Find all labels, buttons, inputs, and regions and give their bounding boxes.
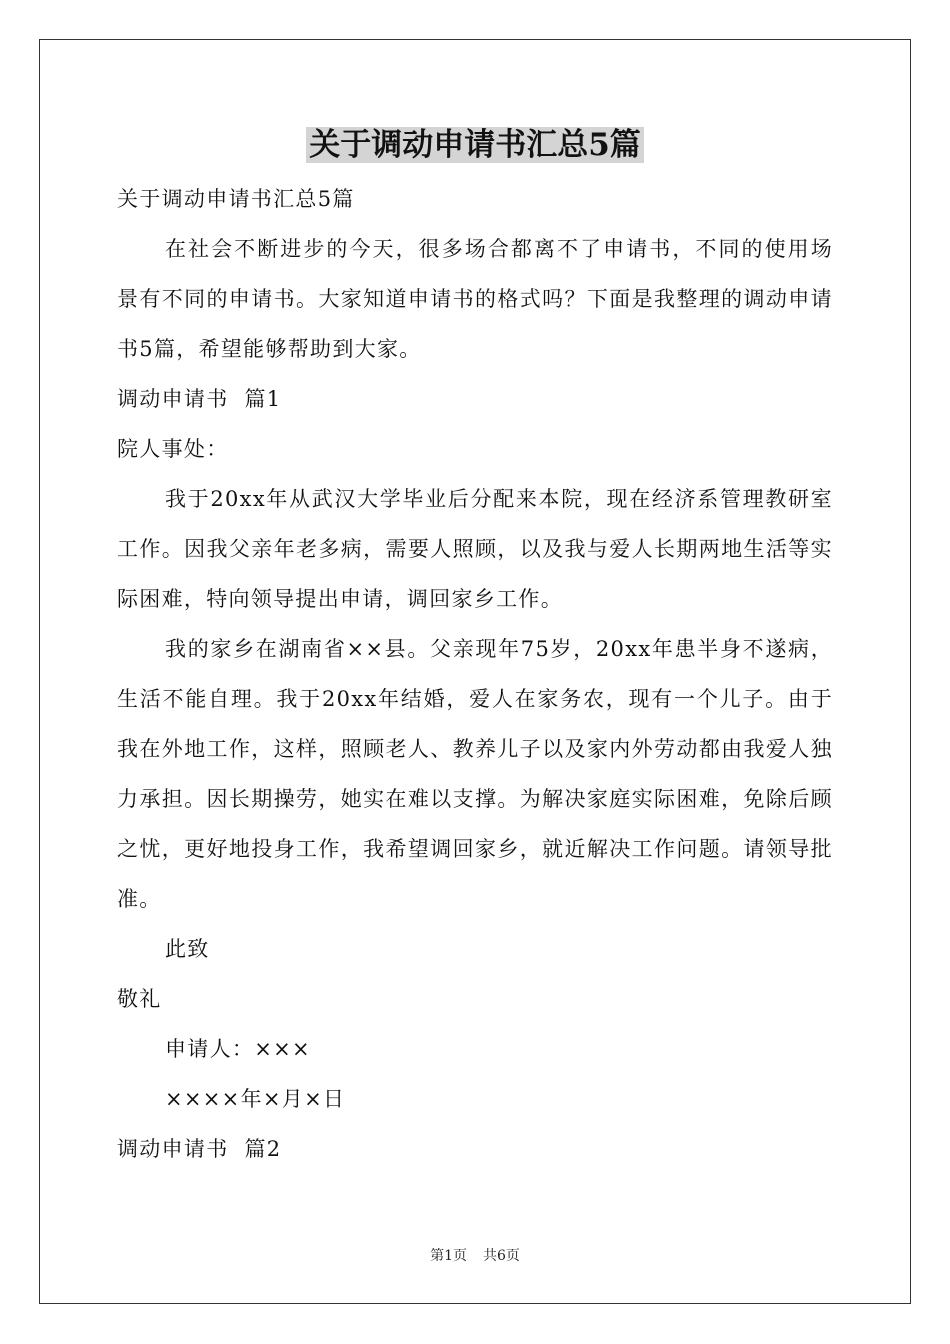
- closing-line-1: 此致: [165, 937, 210, 961]
- document-title-text: 关于调动申请书汇总5篇: [306, 127, 644, 163]
- intro-paragraph: 在社会不断进步的今天，很多场合都离不了申请书，不同的使用场景有不同的申请书。大家知道申请书的格式吗？下面是我整理的调动申请书5篇，希望能够帮助到大家。: [117, 237, 833, 361]
- body-paragraph-2: 我的家乡在湖南省××县。父亲现年75岁，20xx年患半身不遂病，生活不能自理。我于20xx年结婚，爱人在家务农，现有一个儿子。由于我在外地工作，这样，照顾老人、教养儿子以及家内外劳动都由我爱人独力承担。因长期操劳，她实在难以支撑。为解决家庭实际困难，免除后顾之忧，更好地投身工作，我希望调回家乡，就近解决工作问题。请领导批准。: [117, 637, 833, 911]
- section-heading-1: 调动申请书 篇1: [117, 387, 282, 411]
- page-number-current: 第1页: [430, 1248, 467, 1264]
- section-heading-2: 调动申请书 篇2: [117, 1137, 282, 1161]
- document-body: [117, 174, 833, 1174]
- date-line: ××××年×月×日: [165, 1087, 346, 1111]
- document-title: [0, 122, 950, 168]
- page-number-total: 共6页: [483, 1248, 520, 1264]
- applicant-line: 申请人：×××: [165, 1037, 311, 1061]
- document-subtitle: 关于调动申请书汇总5篇: [117, 187, 355, 211]
- closing-line-2: 敬礼: [117, 987, 162, 1011]
- page-footer: [0, 1246, 950, 1266]
- salutation: 院人事处：: [117, 437, 229, 461]
- body-paragraph-1: 我于20xx年从武汉大学毕业后分配来本院，现在经济系管理教研室工作。因我父亲年老多病，需要人照顾，以及我与爱人长期两地生活等实际困难，特向领导提出申请，调回家乡工作。: [117, 487, 833, 611]
